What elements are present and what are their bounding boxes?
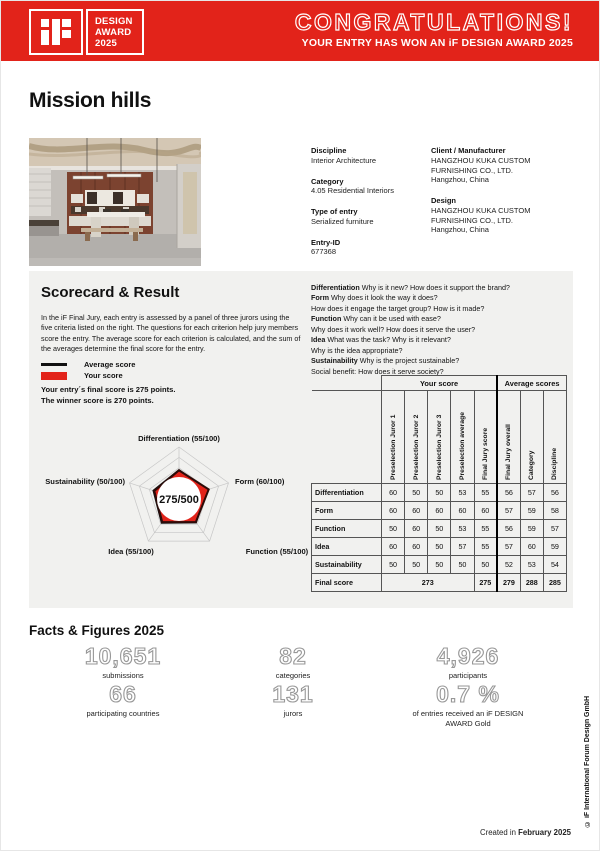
column-header: Preselection Juror 1 — [382, 391, 405, 484]
criteria-question-line: Why is the idea appropriate? — [311, 345, 403, 355]
entry-meta-left — [311, 146, 423, 268]
final-score-statement — [41, 384, 175, 407]
type-of-entry-value: Serialized furniture — [311, 216, 374, 226]
criteria-question-line: Idea What was the task? Why is it relevant? — [311, 335, 451, 345]
created-date — [480, 828, 571, 837]
radar-axis-label-sustainability: Sustainability (50/100) — [45, 477, 125, 486]
design-city: Hangzhou, China — [431, 225, 489, 235]
fact-value: 82 — [279, 643, 307, 669]
criteria-questions — [311, 283, 573, 377]
final-score-row: Final score 273 275 279 288 285 — [312, 574, 567, 592]
final-score-line1: Your entry´s final score is 275 points. — [41, 385, 176, 394]
scorecard-heading: Scorecard & Result — [41, 284, 180, 301]
award-won-subtitle: YOUR ENTRY HAS WON AN iF DESIGN AWARD 2025 — [301, 37, 573, 50]
scorecard-intro: In the iF Final Jury, each entry is assessed by a panel of three jurors using the five criteria listed on the right. The questions for each criterion help jury members score the entry. The average score for each criterion is calculated, and the sum of the averages determine the final score for the entry. — [41, 313, 301, 354]
criteria-question-line: Differentiation Why is it new? How does it support the brand? — [311, 283, 510, 292]
if-logo — [29, 9, 83, 55]
congratulations-headline: CONGRATULATIONS! — [294, 9, 573, 35]
column-header: Preselection average — [451, 391, 474, 484]
fact-value: 4,926 — [436, 643, 500, 669]
fact-value: 0.7 % — [436, 681, 500, 707]
radar-chart — [39, 426, 319, 586]
column-header: Discipline — [543, 391, 566, 484]
average-score-legend-label: Average score — [84, 360, 136, 369]
logo-line-1: DESIGN — [95, 16, 133, 27]
fact-jurors — [203, 683, 383, 719]
score-row: Form 60 60 60 60 60 57 59 58 — [312, 502, 567, 520]
radar-axis-label-differentiation: Differentiation (55/100) — [138, 434, 220, 443]
criteria-question-line: Why does it work well? How does it serve the user? — [311, 324, 476, 334]
fact-label: participants — [448, 671, 488, 680]
fact-value: 131 — [272, 681, 314, 707]
average-scores-group-header: Average scores — [497, 376, 566, 391]
column-header: Final Jury overall — [497, 391, 520, 484]
criteria-question-line: Sustainability Why is the project sustainable? — [311, 356, 460, 366]
created-month: February 2025 — [518, 828, 571, 837]
fact-label: submissions — [102, 671, 144, 680]
radar-axis-label-idea: Idea (55/100) — [108, 547, 154, 556]
column-header: Category — [520, 391, 543, 484]
radar-axis-label-function: Function (55/100) — [245, 547, 309, 556]
score-row: Function 50 60 50 53 55 56 59 57 — [312, 520, 567, 538]
design-label: Design — [431, 196, 457, 205]
if-logo-f-arm-mid — [62, 30, 71, 38]
fact-value: 66 — [109, 681, 137, 707]
entry-id-label: Entry-ID — [311, 237, 341, 247]
fact-participants — [378, 645, 558, 681]
criteria-question-line: Function Why can it be used with ease? — [311, 314, 441, 324]
category-value: 4.05 Residential Interiors — [311, 186, 394, 196]
logo-line-3: 2025 — [95, 38, 117, 50]
header-bar — [1, 1, 600, 61]
type-of-entry-label: Type of entry — [311, 207, 358, 216]
client-name: HANGZHOU KUKA CUSTOM FURNISHING CO., LTD. — [431, 155, 531, 175]
entry-meta-right — [431, 146, 573, 246]
column-header: Final Jury score — [474, 391, 497, 484]
fact-gold-percentage — [378, 683, 558, 729]
fact-label: jurors — [283, 709, 303, 718]
discipline-label: Discipline — [311, 146, 347, 155]
average-score-swatch — [41, 363, 67, 366]
score-row: Idea 60 60 50 57 55 57 60 59 — [312, 538, 567, 556]
scores-table — [311, 375, 567, 592]
your-score-legend-label: Your score — [84, 371, 123, 380]
copyright-vertical-text: © iF International Forum Design GmbH — [584, 695, 591, 827]
fact-label: categories — [275, 671, 311, 680]
category-label: Category — [311, 176, 344, 186]
logo-line-2: AWARD — [95, 27, 132, 39]
score-row: Sustainability 50 50 50 50 50 52 53 54 — [312, 556, 567, 574]
fact-value: 10,651 — [84, 643, 162, 669]
client-label: Client / Manufacturer — [431, 146, 506, 155]
fact-label: of entries received an iF DESIGN AWARD Gold — [412, 709, 524, 729]
if-logo-f-stem — [52, 19, 60, 45]
page-title: Mission hills — [29, 89, 152, 112]
criteria-question-line: Form Why does it look the way it does? — [311, 293, 438, 303]
client-city: Hangzhou, China — [431, 175, 489, 185]
design-award-logo-box — [86, 9, 144, 55]
final-score-line2: The winner score is 270 points. — [41, 396, 154, 406]
your-score-group-header: Your score — [382, 376, 498, 391]
design-name: HANGZHOU KUKA CUSTOM FURNISHING CO., LTD. — [431, 205, 531, 225]
column-header: Preselection Juror 2 — [405, 391, 428, 484]
fact-categories — [203, 645, 383, 681]
svg-text:275/500: 275/500 — [159, 494, 199, 506]
score-row: Differentiation 60 50 50 53 55 56 57 56 — [312, 484, 567, 502]
if-logo-i-stem — [41, 30, 49, 45]
fact-submissions — [33, 645, 213, 681]
radar-axis-label-form: Form (60/100) — [235, 477, 285, 486]
product-photo — [29, 138, 201, 266]
facts-heading: Facts & Figures 2025 — [29, 623, 165, 638]
scores-table-wrap — [311, 375, 567, 592]
entry-id-value: 677368 — [311, 247, 337, 257]
created-prefix: Created in — [479, 828, 519, 837]
criteria-question-line: How does it engage the target group? How is it made? — [311, 303, 485, 313]
if-logo-f-arm-top — [62, 19, 71, 27]
chart-legend — [41, 359, 135, 381]
scorecard-panel — [29, 271, 573, 608]
column-header: Preselection Juror 3 — [428, 391, 451, 484]
discipline-value: Interior Architecture — [311, 155, 377, 165]
your-score-swatch — [41, 372, 67, 380]
criteria-question-line: Social benefit: How does it serve society? — [311, 366, 444, 376]
if-logo-i-dot — [41, 19, 49, 27]
fact-countries — [33, 683, 213, 719]
fact-label: participating countries — [86, 709, 160, 718]
